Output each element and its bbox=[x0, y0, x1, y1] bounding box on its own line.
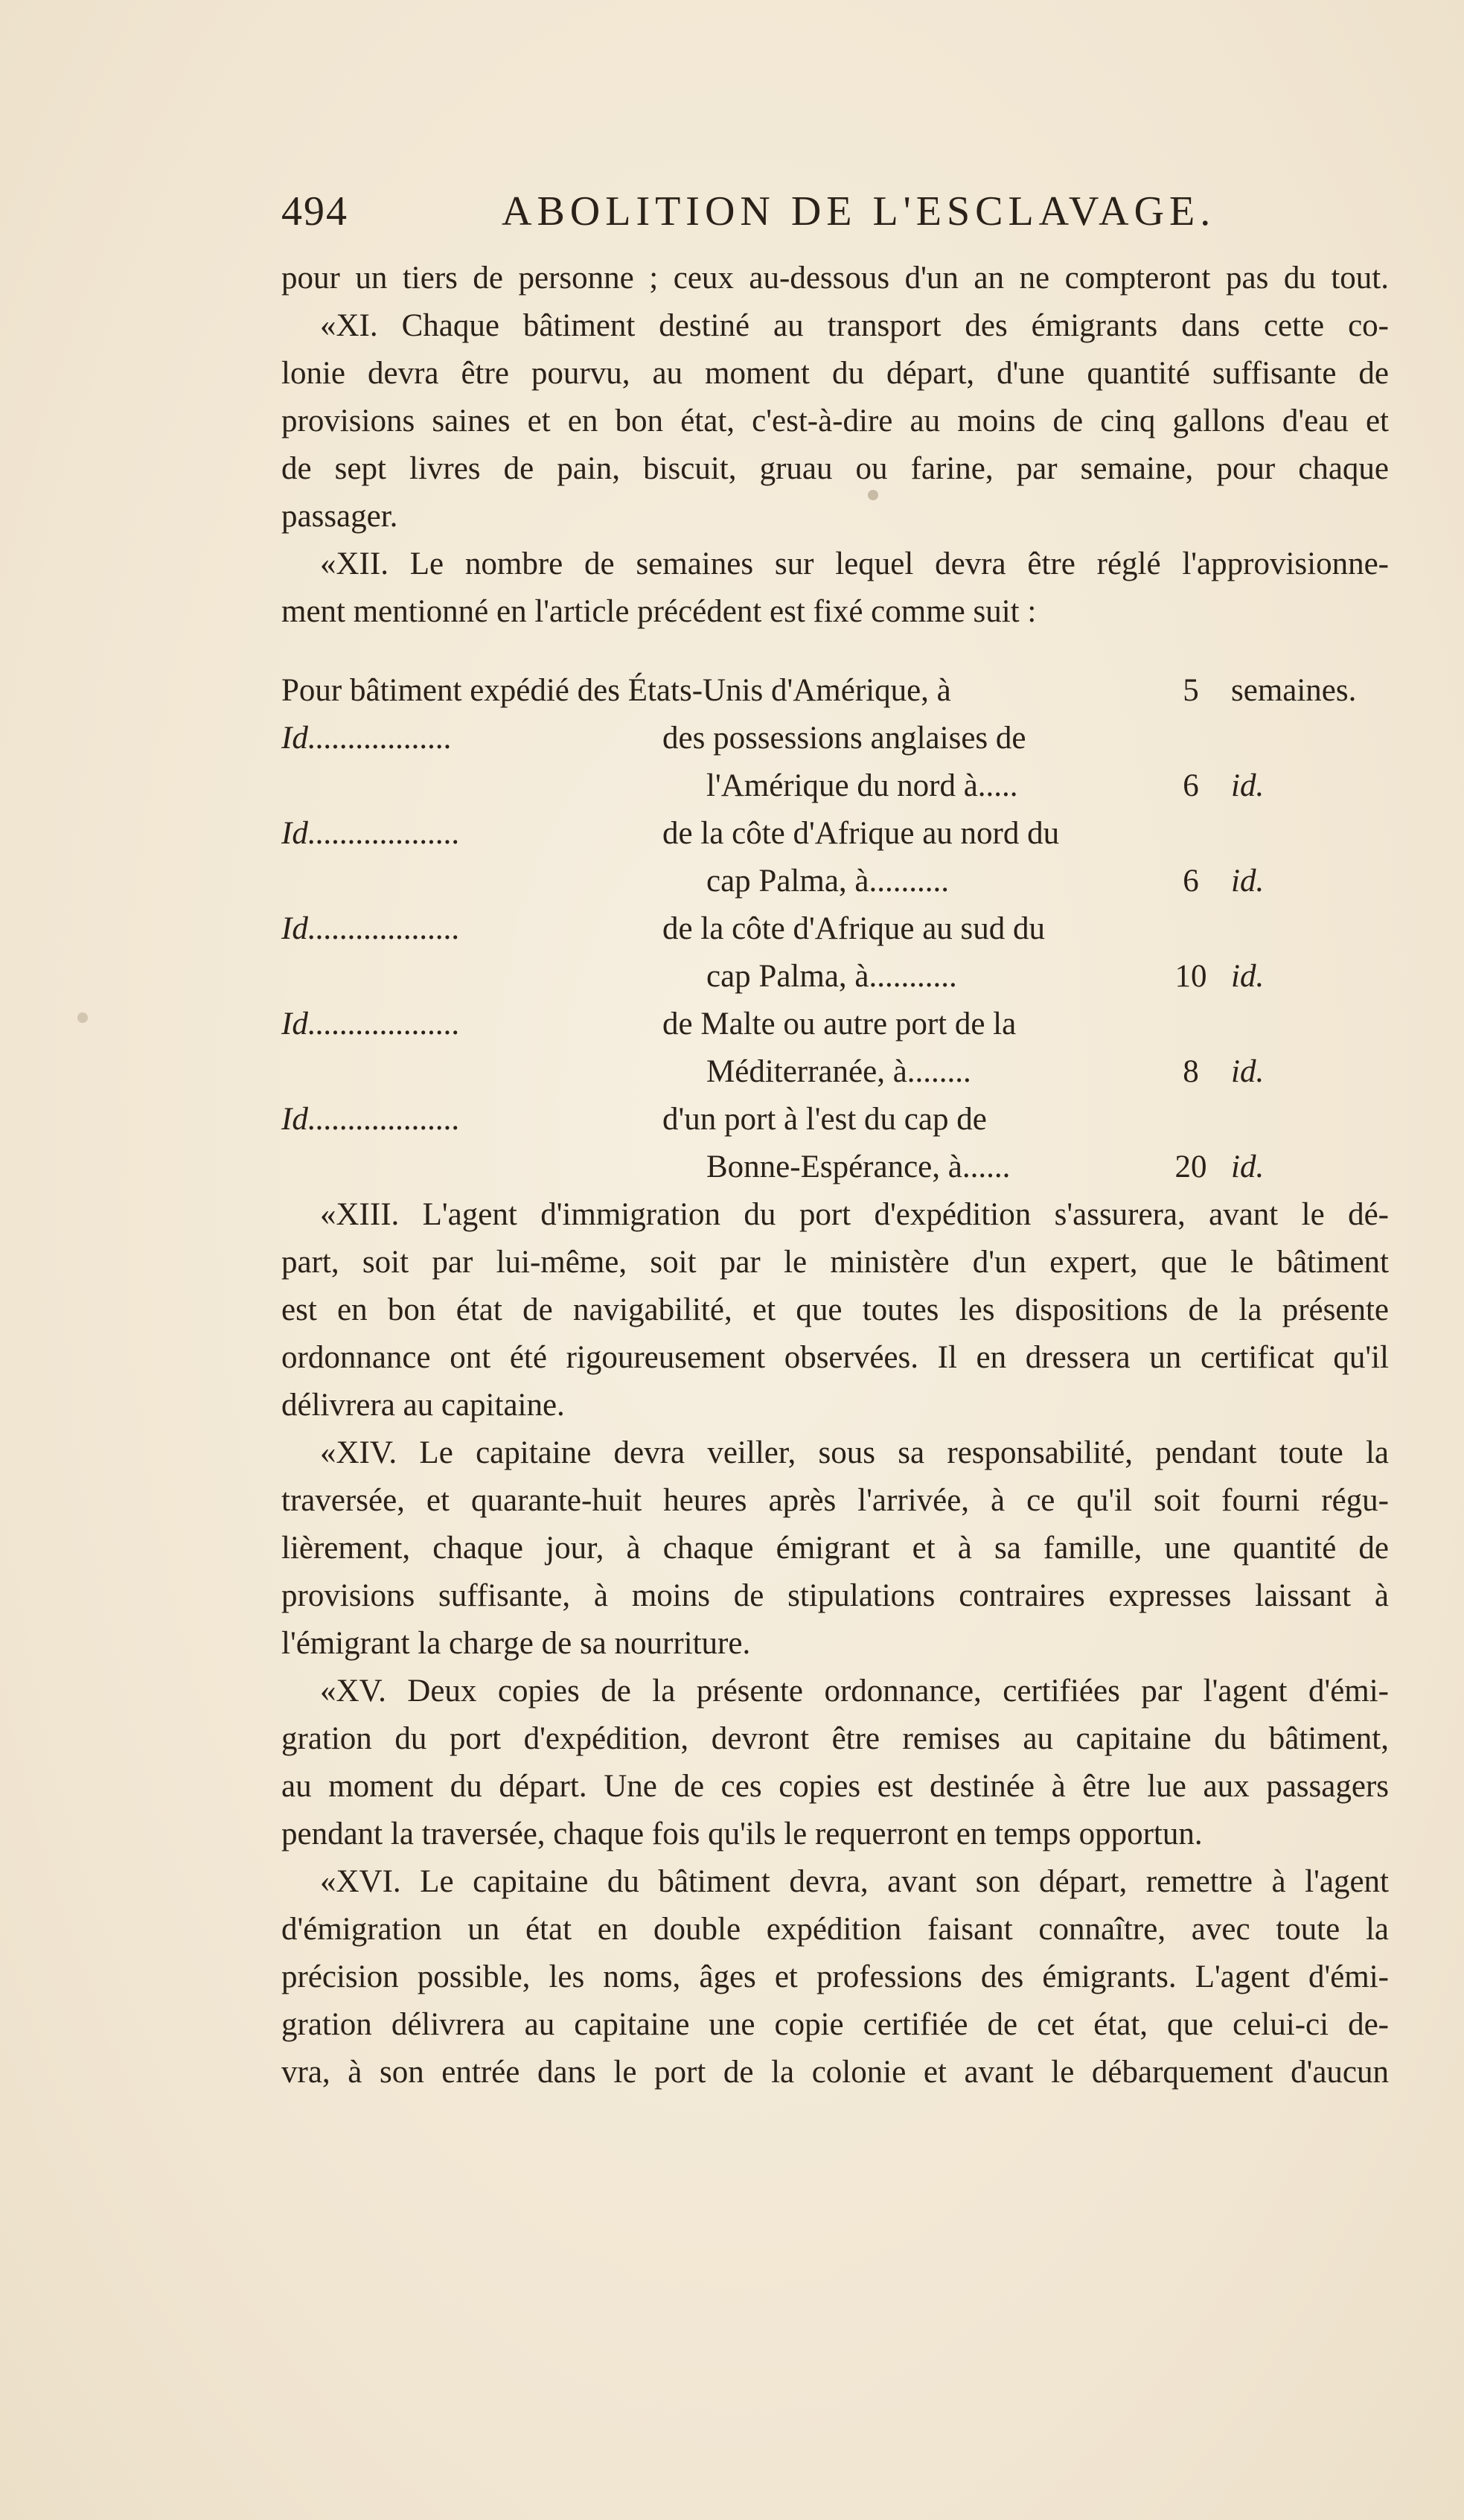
table-row bbox=[281, 1143, 1389, 1191]
row-lead: Id................... bbox=[281, 816, 461, 851]
weeks-value: 20 bbox=[1174, 1149, 1207, 1184]
text-line: au moment du départ. Une de ces copies est destinée à être lue aux passagers bbox=[281, 1769, 1389, 1804]
row-origin-cont: Bonne-Espérance, à...... bbox=[706, 1149, 1011, 1184]
text-line: délivrera au capitaine. bbox=[281, 1388, 565, 1423]
row-origin-cont: Méditerranée, à........ bbox=[706, 1054, 971, 1089]
text-line: ment mentionné en l'article précédent est fixé comme suit : bbox=[281, 594, 1037, 629]
weeks-value: 5 bbox=[1183, 673, 1199, 708]
table-row bbox=[281, 1096, 1389, 1143]
text-line: «XVI. Le capitaine du bâtiment devra, avant son départ, remettre à l'agent bbox=[320, 1864, 1389, 1899]
table-row bbox=[281, 905, 1389, 953]
text-line: «XIV. Le capitaine devra veiller, sous sa responsabilité, pendant toute la bbox=[320, 1435, 1389, 1470]
running-title: ABOLITION DE L'ESCLAVAGE. bbox=[502, 188, 1216, 235]
row-origin: des possessions anglaises de bbox=[662, 721, 1026, 756]
row-origin: de la côte d'Afrique au sud du bbox=[662, 911, 1046, 946]
text-line: vra, à son entrée dans le port de la colonie et avant le débarquement d'aucun bbox=[281, 2055, 1389, 2090]
text-line: gration du port d'expédition, devront être remises au capitaine du bâtiment, bbox=[281, 1721, 1389, 1756]
row-lead: Id................... bbox=[281, 1007, 461, 1042]
weeks-unit: semaines. bbox=[1231, 673, 1357, 708]
weeks-value: 10 bbox=[1174, 959, 1207, 994]
weeks-unit: id. bbox=[1231, 864, 1265, 899]
table-row bbox=[281, 810, 1389, 858]
provision-weeks-table bbox=[281, 667, 1389, 1191]
text-line: part, soit par lui-même, soit par le ministère d'un expert, que le bâtiment bbox=[281, 1245, 1389, 1280]
paper-speck bbox=[77, 1012, 88, 1023]
text-line: passager. bbox=[281, 499, 398, 534]
row-lead: Id................... bbox=[281, 1102, 461, 1137]
weeks-unit: id. bbox=[1231, 959, 1265, 994]
row-origin-cont: cap Palma, à.......... bbox=[706, 864, 949, 899]
text-line: «XV. Deux copies de la présente ordonnance, certifiées par l'agent d'émi- bbox=[320, 1674, 1389, 1709]
table-intro: Pour bâtiment expédié des États-Unis d'Amérique, à bbox=[281, 673, 951, 708]
text-line: provisions suffisante, à moins de stipulations contraires expresses laissant à bbox=[281, 1578, 1389, 1613]
row-origin: de Malte ou autre port de la bbox=[662, 1007, 1017, 1042]
row-origin: de la côte d'Afrique au nord du bbox=[662, 816, 1060, 851]
row-lead: Id.................. bbox=[281, 721, 453, 756]
weeks-unit: id. bbox=[1231, 768, 1265, 803]
text-line: «XI. Chaque bâtiment destiné au transport des émigrants dans cette co- bbox=[320, 308, 1389, 343]
text-line: est en bon état de navigabilité, et que toutes les dispositions de la présente bbox=[281, 1292, 1389, 1327]
weeks-value: 6 bbox=[1183, 864, 1199, 899]
page-number: 494 bbox=[281, 188, 348, 235]
text-line: pour un tiers de personne ; ceux au-dessous d'un an ne compteront pas du tout. bbox=[281, 261, 1389, 296]
text-line: précision possible, les noms, âges et professions des émigrants. L'agent d'émi- bbox=[281, 1959, 1389, 1994]
table-row bbox=[281, 1048, 1389, 1096]
row-lead: Id................... bbox=[281, 911, 461, 946]
text-line: ordonnance ont été rigoureusement observées. Il en dressera un certificat qu'il bbox=[281, 1340, 1389, 1375]
table-row bbox=[281, 715, 1389, 762]
table-row bbox=[281, 1001, 1389, 1048]
text-line: traversée, et quarante-huit heures après l'arrivée, à ce qu'il soit fourni régu- bbox=[281, 1483, 1389, 1518]
text-line: lonie devra être pourvu, au moment du départ, d'une quantité suffisante de bbox=[281, 356, 1389, 391]
text-line: provisions saines et en bon état, c'est-à-dire au moins de cinq gallons d'eau et bbox=[281, 403, 1389, 438]
weeks-value: 6 bbox=[1183, 768, 1199, 803]
text-line: lièrement, chaque jour, à chaque émigrant et à sa famille, une quantité de bbox=[281, 1531, 1389, 1566]
row-origin-cont: l'Amérique du nord à..... bbox=[706, 768, 1018, 803]
text-line: l'émigrant la charge de sa nourriture. bbox=[281, 1626, 751, 1661]
text-line: gration délivrera au capitaine une copie certifiée de cet état, que celui-ci de- bbox=[281, 2007, 1389, 2042]
row-origin-cont: cap Palma, à........... bbox=[706, 959, 957, 994]
text-line: «XIII. L'agent d'immigration du port d'expédition s'assurera, avant le dé- bbox=[320, 1197, 1389, 1232]
page-header bbox=[281, 188, 1389, 247]
row-origin: d'un port à l'est du cap de bbox=[662, 1102, 987, 1137]
body-text bbox=[281, 255, 1389, 2096]
text-line: «XII. Le nombre de semaines sur lequel devra être réglé l'approvisionne- bbox=[320, 546, 1389, 581]
table-row bbox=[281, 667, 1389, 715]
table-row bbox=[281, 858, 1389, 905]
table-row bbox=[281, 953, 1389, 1001]
weeks-value: 8 bbox=[1183, 1054, 1199, 1089]
table-row bbox=[281, 762, 1389, 810]
text-line: d'émigration un état en double expédition faisant connaître, avec toute la bbox=[281, 1912, 1389, 1947]
text-line: pendant la traversée, chaque fois qu'ils le requerront en temps opportun. bbox=[281, 1816, 1203, 1851]
text-line: de sept livres de pain, biscuit, gruau ou farine, par semaine, pour chaque bbox=[281, 451, 1389, 486]
weeks-unit: id. bbox=[1231, 1149, 1265, 1184]
weeks-unit: id. bbox=[1231, 1054, 1265, 1089]
